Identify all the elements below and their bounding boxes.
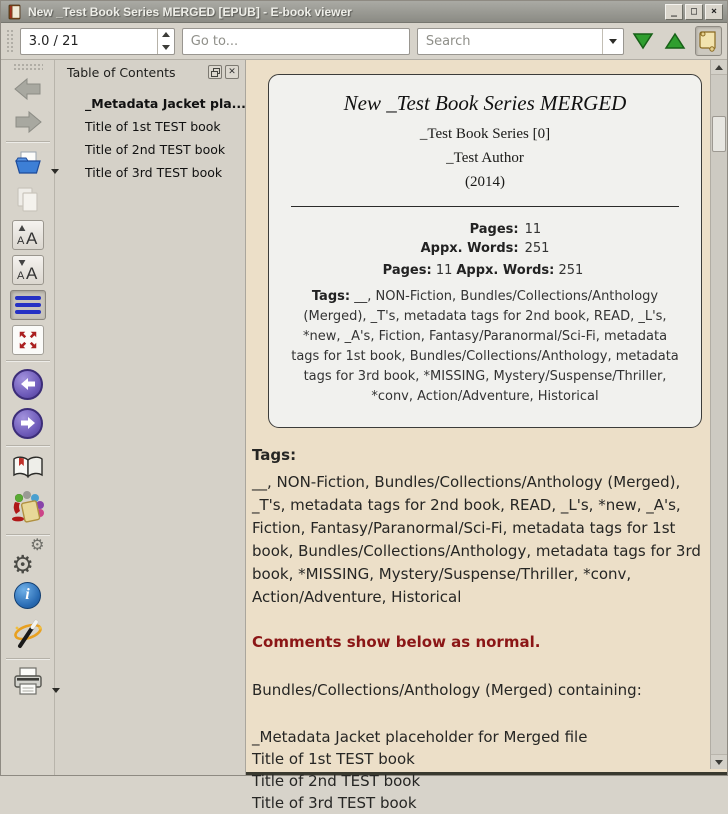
minimize-button[interactable]: _ — [665, 4, 683, 20]
toc-header — [55, 60, 245, 84]
page-spinner — [20, 28, 175, 55]
app-book-icon — [7, 4, 23, 20]
copy-pages-icon — [15, 186, 41, 214]
jacket-book-title: New _Test Book Series MERGED — [343, 91, 627, 115]
find-next-button[interactable] — [631, 27, 656, 55]
history-forward-button[interactable] — [10, 108, 46, 136]
info-icon: i — [14, 582, 41, 609]
parchment-scroll-icon — [697, 29, 719, 53]
contained-book: Title of 1st TEST book — [252, 750, 415, 768]
toc-float-button[interactable] — [208, 65, 222, 79]
svg-text:A: A — [16, 270, 24, 282]
scroll-up-icon[interactable] — [711, 60, 727, 75]
side-toolbar-grip[interactable] — [13, 63, 43, 70]
toolbar-separator — [6, 445, 50, 447]
window-title: New _Test Book Series MERGED [EPUB] - E-book viewer — [28, 4, 352, 19]
metadata-button[interactable] — [10, 580, 46, 610]
font-size-larger-button[interactable] — [12, 220, 44, 250]
pages-label: Pages: — [469, 222, 519, 237]
print-button[interactable] — [5, 665, 51, 699]
bookmarks-button[interactable] — [8, 452, 48, 484]
svg-text:A: A — [16, 235, 24, 247]
toggle-paged-mode-button[interactable] — [695, 26, 722, 56]
page-spin-down-icon[interactable] — [158, 41, 174, 54]
gears-icon: ⚙ ⚙ — [11, 537, 45, 579]
contained-books-list — [252, 726, 702, 814]
comments-note: Comments show below as normal. — [252, 633, 541, 651]
open-book-icon — [13, 150, 43, 178]
green-down-triangle-icon — [632, 32, 654, 50]
side-toolbar — [1, 60, 55, 775]
contained-book: Title of 3rd TEST book — [252, 794, 417, 812]
toc-bars-icon — [15, 296, 41, 314]
tags-paragraph: __, NON-Fiction, Bundles/Collections/Anthology (Merged), _T's, metadata tags for 2nd book, READ, _L's, *new, _A's, Fiction, Fantasy/Paranormal/Sci-Fi, metadata tags for 1st book, Bundles/Collections/Anthology, metadata tags for 3rd book, *MISSING, Mystery/Suspense/Thriller, *conv, Action/Adventure, Historical — [252, 473, 701, 606]
contained-book: Title of 2nd TEST book — [252, 772, 421, 790]
bookmark-book-icon — [12, 455, 44, 481]
containing-line: Bundles/Collections/Anthology (Merged) containing: — [252, 681, 642, 699]
toc-panel — [55, 60, 246, 775]
toc-item[interactable]: Title of 3rd TEST book — [85, 165, 223, 180]
jacket-divider — [291, 206, 679, 207]
close-button[interactable]: × — [705, 4, 723, 20]
pages-value: 11 — [524, 222, 542, 237]
font-smaller-icon — [15, 258, 41, 282]
copy-button[interactable] — [10, 185, 46, 215]
font-size-smaller-button[interactable] — [12, 255, 44, 285]
jacket-year: (2014) — [465, 174, 505, 190]
svg-text:A: A — [25, 264, 37, 283]
toc-close-button[interactable]: ✕ — [225, 65, 239, 79]
search-dropdown-arrow[interactable] — [602, 29, 623, 54]
jacket-tags — [287, 287, 683, 407]
jacket-info-table — [418, 220, 553, 258]
scroll-down-icon[interactable] — [711, 754, 727, 769]
toc-item[interactable]: Title of 2nd TEST book — [85, 142, 226, 157]
toolbar-separator — [6, 658, 50, 660]
toc-list — [55, 84, 245, 184]
next-page-button[interactable] — [10, 406, 46, 440]
next-page-circle-icon — [12, 408, 43, 439]
page-spinner-input[interactable] — [21, 29, 157, 54]
toc-item[interactable]: Title of 1st TEST book — [85, 119, 221, 134]
toc-panel-title: Table of Contents — [67, 64, 176, 80]
fullscreen-arrows-icon — [16, 329, 40, 351]
printer-icon — [12, 667, 44, 697]
comments-section — [252, 444, 710, 814]
jacket-series: _Test Book Series [0] — [419, 126, 551, 142]
svg-text:A: A — [25, 229, 37, 248]
open-ebook-button[interactable] — [6, 148, 50, 180]
back-arrow-icon — [14, 77, 42, 101]
find-previous-button[interactable] — [663, 27, 688, 55]
toc-item[interactable]: _Metadata Jacket pla... — [85, 96, 246, 111]
toolbar-grip[interactable] — [6, 29, 13, 53]
jacket-tags-label: Tags: — [311, 289, 351, 304]
words-label: Appx. Words: — [420, 241, 519, 256]
words-value: 251 — [524, 241, 550, 256]
toolbar-separator — [6, 534, 50, 536]
toolbar-separator — [6, 141, 50, 143]
previous-page-button[interactable] — [10, 367, 46, 401]
fullscreen-button[interactable] — [12, 325, 44, 355]
goto-input[interactable] — [182, 28, 410, 55]
magic-wand-icon — [10, 616, 46, 652]
book-view — [246, 60, 727, 812]
forward-arrow-icon — [14, 110, 42, 134]
green-up-triangle-icon — [664, 32, 686, 50]
print-dropdown-icon — [52, 688, 60, 693]
preferences-button[interactable] — [9, 537, 47, 579]
previous-page-circle-icon — [12, 369, 43, 400]
open-ebook-dropdown-icon — [51, 169, 59, 174]
table-of-contents-toggle-button[interactable] — [10, 290, 46, 320]
titlebar — [1, 1, 727, 23]
jacket-author: _Test Author — [446, 150, 524, 166]
page-spin-up-icon[interactable] — [158, 29, 174, 42]
maximize-button[interactable]: □ — [685, 4, 703, 20]
jacket-pages-words-line: Pages: 11 Appx. Words: 251 — [382, 263, 584, 278]
search-input[interactable] — [418, 29, 602, 54]
history-back-button[interactable] — [10, 75, 46, 103]
toolbar-separator — [6, 360, 50, 362]
contained-book: _Metadata Jacket placeholder for Merged file — [252, 728, 588, 746]
font-larger-icon — [15, 223, 41, 247]
main-toolbar — [1, 23, 727, 60]
main-area — [1, 60, 727, 812]
scrollbar-thumb[interactable] — [712, 116, 726, 152]
reference-mode-button[interactable] — [7, 615, 49, 653]
color-theme-icon — [9, 490, 47, 528]
themes-button[interactable] — [6, 489, 50, 529]
search-combobox — [417, 28, 624, 55]
vertical-scrollbar[interactable] — [710, 60, 727, 769]
book-page — [246, 60, 710, 812]
float-window-icon — [211, 68, 220, 77]
tags-heading: Tags: — [252, 446, 297, 464]
jacket-tags-text: __, NON-Fiction, Bundles/Collections/Anthology (Merged), _T's, metadata tags for 2nd book, READ, _L's, *new, _A's, Fiction, Fantasy/Paranormal/Sci-Fi, metadata tags for 1st book, Bundles/Collections/Anthology, metadata tags for 3rd book, *MISSING, Mystery/Suspense/Thriller, *conv, Action/Adventure, Historical — [291, 289, 679, 404]
metadata-jacket — [268, 74, 702, 428]
